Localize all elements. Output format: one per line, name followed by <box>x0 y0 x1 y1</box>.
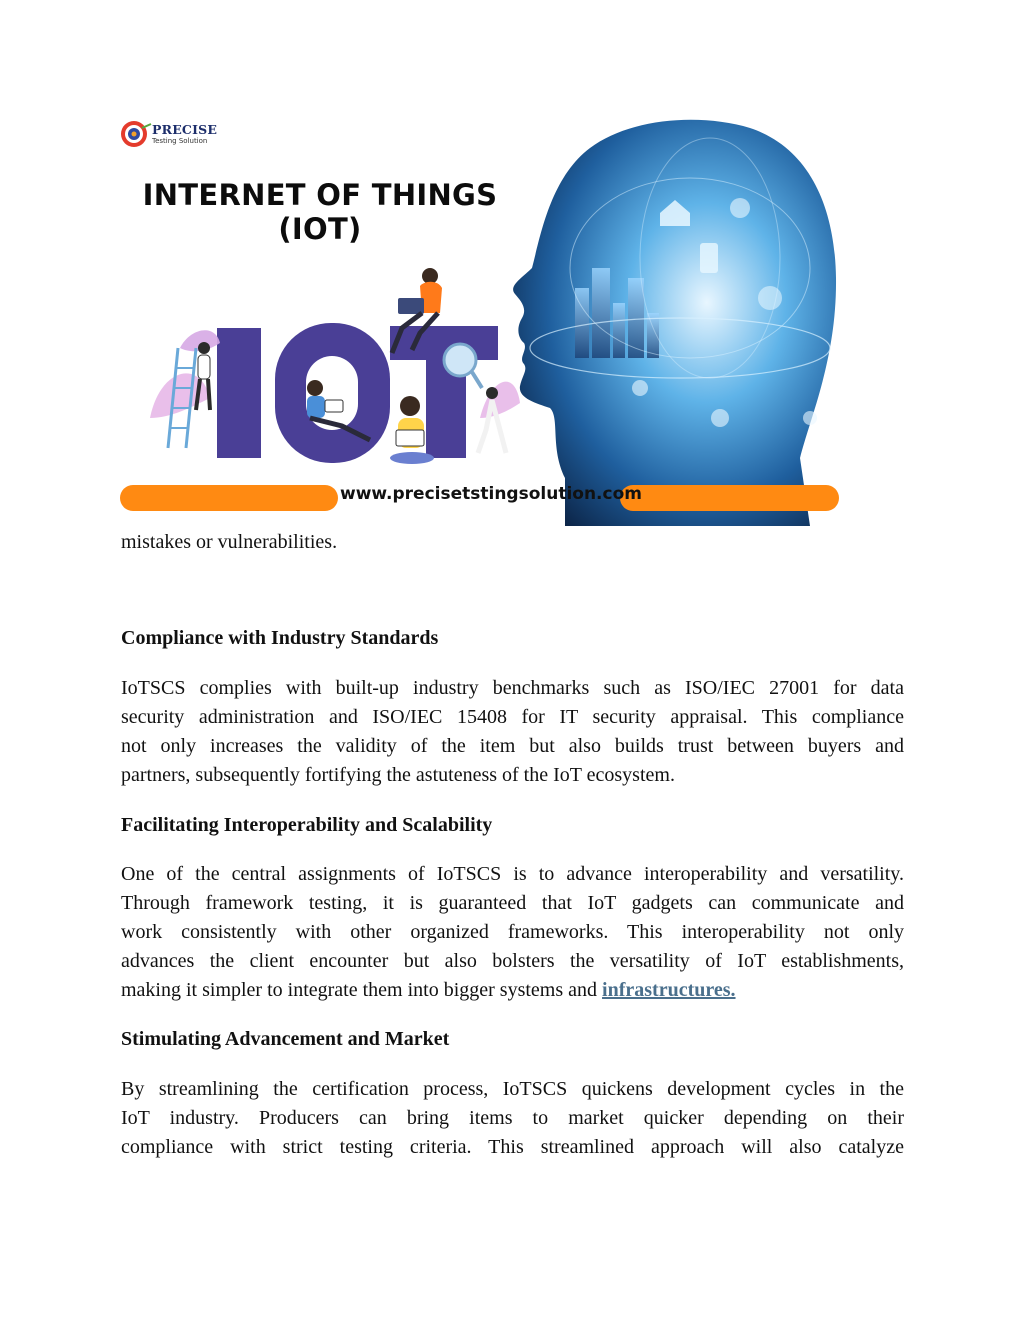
section-heading-compliance: Compliance with Industry Standards <box>121 627 439 649</box>
paragraph-line: IoTSCS complies with built-up industry benchmarks such as ISO/IEC 27001 for data <box>121 677 904 699</box>
section-paragraph-interoperability <box>121 860 904 1005</box>
banner-website: www.precisetstingsolution.com <box>340 484 642 504</box>
paragraph-line-text: making it simpler to integrate them into bigger systems and <box>121 979 598 1001</box>
banner-headline <box>120 178 520 246</box>
iot-banner-image <box>120 118 839 526</box>
paragraph-line: work consistently with other organized frameworks. This interoperability not only <box>121 921 904 943</box>
paragraph-line: Through framework testing, it is guaranteed that IoT gadgets can communicate and <box>121 892 904 914</box>
paragraph-line: IoT industry. Producers can bring items to market quicker depending on their <box>121 1107 904 1129</box>
orange-bar-right <box>620 485 839 511</box>
infrastructures-link[interactable]: infrastructures. <box>602 979 736 1001</box>
banner-headline-line2: (IOT) <box>278 212 362 246</box>
paragraph-line: not only increases the validity of the item but also builds trust between buyers and <box>121 735 904 757</box>
paragraph-line: One of the central assignments of IoTSCS is to advance interoperability and versatility. <box>121 863 904 885</box>
section-paragraph-advancement <box>121 1075 904 1162</box>
paragraph-line: partners, subsequently fortifying the astuteness of the IoT ecosystem. <box>121 764 675 786</box>
logo-name: PRECISE <box>152 122 218 137</box>
section-paragraph-compliance <box>121 674 904 790</box>
banner-headline-line1: INTERNET OF THINGS <box>142 178 498 212</box>
paragraph-line: compliance with strict testing criteria. This streamlined approach will also catalyze <box>121 1136 904 1158</box>
paragraph-line: By streamlining the certification process, IoTSCS quickens development cycles in the <box>121 1078 904 1100</box>
paragraph-line-with-link <box>121 976 904 1005</box>
section-heading-advancement: Stimulating Advancement and Market <box>121 1028 450 1050</box>
target-logo-icon <box>121 121 151 147</box>
paragraph-line: security administration and ISO/IEC 15408 for IT security appraisal. This compliance <box>121 706 904 728</box>
futuristic-head-illustration <box>513 120 836 526</box>
paragraph-line: advances the client encounter but also bolsters the versatility of IoT establishments, <box>121 950 904 972</box>
section-heading-interoperability: Facilitating Interoperability and Scalability <box>121 814 493 836</box>
logo-tagline: Testing Solution <box>152 137 208 145</box>
intro-fragment: mistakes or vulnerabilities. <box>121 531 338 553</box>
orange-bar-left <box>120 485 338 511</box>
